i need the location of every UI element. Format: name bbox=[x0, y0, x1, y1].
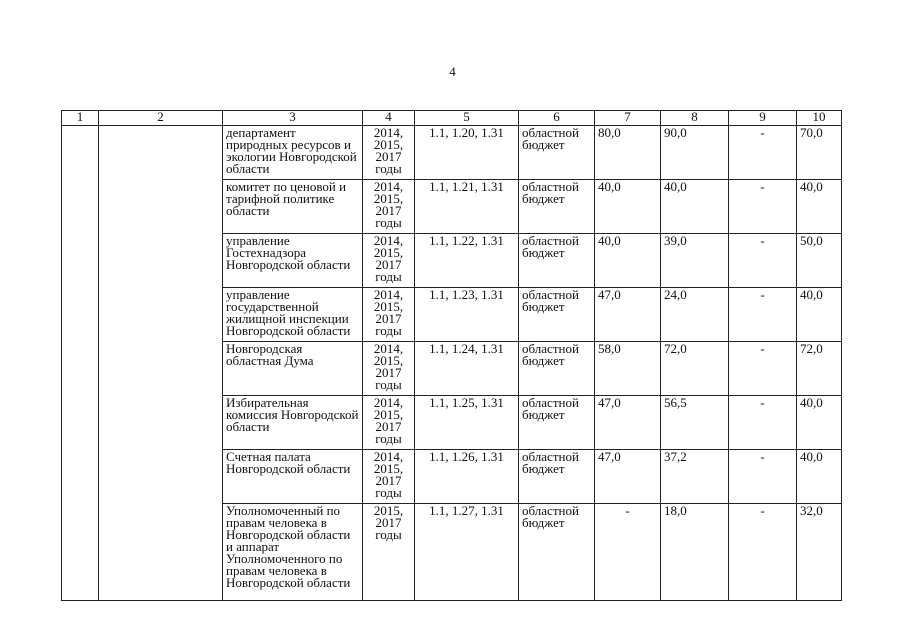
value-col9: - bbox=[729, 396, 797, 450]
years-cell: 2014, 2015, 2017 годы bbox=[363, 288, 415, 342]
value-col10: 50,0 bbox=[797, 234, 842, 288]
value-col9: - bbox=[729, 450, 797, 504]
organization-cell: Избирательная комиссия Новгородской области bbox=[223, 396, 363, 450]
organization-cell: департамент природных ресурсов и экологии Новгородской области bbox=[223, 126, 363, 180]
value-col7: 47,0 bbox=[595, 288, 661, 342]
value-col9: - bbox=[729, 342, 797, 396]
col-header-4: 4 bbox=[363, 111, 415, 126]
years-cell: 2014, 2015, 2017 годы bbox=[363, 234, 415, 288]
source-cell: областной бюджет bbox=[519, 234, 595, 288]
col-header-5: 5 bbox=[415, 111, 519, 126]
years-cell: 2015, 2017 годы bbox=[363, 504, 415, 601]
source-cell: областной бюджет bbox=[519, 504, 595, 601]
table-row bbox=[62, 126, 842, 180]
years-cell: 2014, 2015, 2017 годы bbox=[363, 126, 415, 180]
years-cell: 2014, 2015, 2017 годы bbox=[363, 450, 415, 504]
col2-merged-cell bbox=[99, 126, 223, 601]
source-cell: областной бюджет bbox=[519, 126, 595, 180]
col-header-1: 1 bbox=[62, 111, 99, 126]
col-header-3: 3 bbox=[223, 111, 363, 126]
value-col9: - bbox=[729, 288, 797, 342]
value-col8: 37,2 bbox=[661, 450, 729, 504]
value-col10: 40,0 bbox=[797, 288, 842, 342]
value-col7: 40,0 bbox=[595, 234, 661, 288]
value-col10: 70,0 bbox=[797, 126, 842, 180]
value-col8: 39,0 bbox=[661, 234, 729, 288]
value-col8: 90,0 bbox=[661, 126, 729, 180]
value-col7: 80,0 bbox=[595, 126, 661, 180]
organization-cell: комитет по ценовой и тарифной политике области bbox=[223, 180, 363, 234]
value-col8: 24,0 bbox=[661, 288, 729, 342]
value-col8: 72,0 bbox=[661, 342, 729, 396]
source-cell: областной бюджет bbox=[519, 450, 595, 504]
value-col7: 40,0 bbox=[595, 180, 661, 234]
value-col7: - bbox=[595, 504, 661, 601]
codes-cell: 1.1, 1.24, 1.31 bbox=[415, 342, 519, 396]
organization-cell: Счетная палата Новгородской области bbox=[223, 450, 363, 504]
value-col10: 40,0 bbox=[797, 450, 842, 504]
codes-cell: 1.1, 1.21, 1.31 bbox=[415, 180, 519, 234]
col-header-8: 8 bbox=[661, 111, 729, 126]
value-col9: - bbox=[729, 504, 797, 601]
source-cell: областной бюджет bbox=[519, 180, 595, 234]
col-header-2: 2 bbox=[99, 111, 223, 126]
organization-cell: Уполномоченный по правам человека в Новгородской области и аппарат Уполномоченного по правам человека в Новгородской области bbox=[223, 504, 363, 601]
value-col8: 40,0 bbox=[661, 180, 729, 234]
value-col10: 72,0 bbox=[797, 342, 842, 396]
col-header-6: 6 bbox=[519, 111, 595, 126]
organization-cell: управление государственной жилищной инспекции Новгородской области bbox=[223, 288, 363, 342]
col-header-10: 10 bbox=[797, 111, 842, 126]
header-row bbox=[62, 111, 842, 126]
codes-cell: 1.1, 1.26, 1.31 bbox=[415, 450, 519, 504]
value-col7: 47,0 bbox=[595, 450, 661, 504]
col-header-9: 9 bbox=[729, 111, 797, 126]
value-col7: 47,0 bbox=[595, 396, 661, 450]
value-col9: - bbox=[729, 126, 797, 180]
value-col10: 40,0 bbox=[797, 396, 842, 450]
page-number: 4 bbox=[449, 64, 456, 79]
source-cell: областной бюджет bbox=[519, 342, 595, 396]
value-col10: 40,0 bbox=[797, 180, 842, 234]
col-header-7: 7 bbox=[595, 111, 661, 126]
years-cell: 2014, 2015, 2017 годы bbox=[363, 342, 415, 396]
organization-cell: управление Гостехнадзора Новгородской области bbox=[223, 234, 363, 288]
codes-cell: 1.1, 1.22, 1.31 bbox=[415, 234, 519, 288]
years-cell: 2014, 2015, 2017 годы bbox=[363, 396, 415, 450]
col1-merged-cell bbox=[62, 126, 99, 601]
budget-table bbox=[61, 110, 842, 601]
organization-cell: Новгородская областная Дума bbox=[223, 342, 363, 396]
value-col9: - bbox=[729, 180, 797, 234]
value-col9: - bbox=[729, 234, 797, 288]
value-col8: 56,5 bbox=[661, 396, 729, 450]
value-col10: 32,0 bbox=[797, 504, 842, 601]
codes-cell: 1.1, 1.25, 1.31 bbox=[415, 396, 519, 450]
value-col7: 58,0 bbox=[595, 342, 661, 396]
source-cell: областной бюджет bbox=[519, 288, 595, 342]
source-cell: областной бюджет bbox=[519, 396, 595, 450]
codes-cell: 1.1, 1.27, 1.31 bbox=[415, 504, 519, 601]
codes-cell: 1.1, 1.23, 1.31 bbox=[415, 288, 519, 342]
value-col8: 18,0 bbox=[661, 504, 729, 601]
years-cell: 2014, 2015, 2017 годы bbox=[363, 180, 415, 234]
codes-cell: 1.1, 1.20, 1.31 bbox=[415, 126, 519, 180]
